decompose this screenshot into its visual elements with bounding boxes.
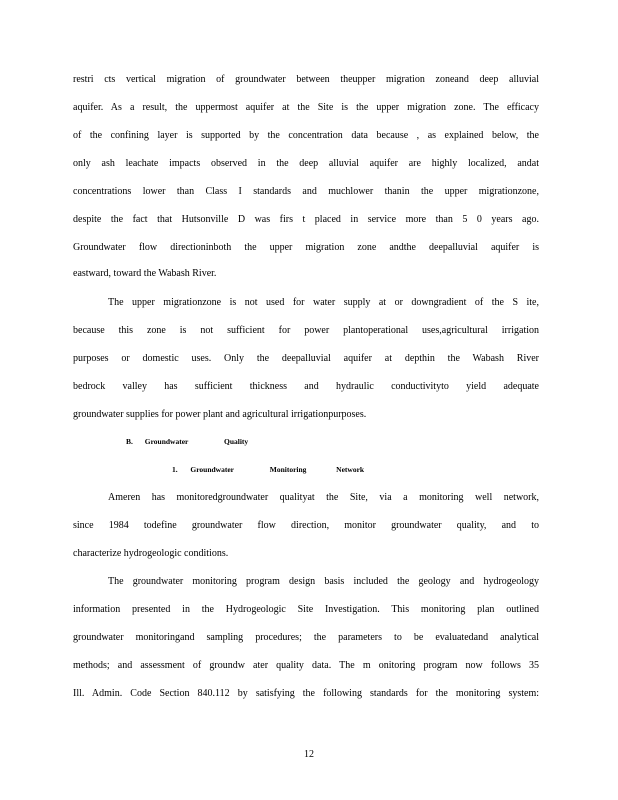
text-line: characterize hydrogeologic conditions.: [73, 548, 229, 559]
text-line: Groundwater flow directioninboth the upper migration zone andthe deepalluvial aquifer is: [73, 242, 539, 253]
heading-word: Monitoring: [269, 465, 307, 474]
text-line: The upper migrationzone is not used for water supply at or downgradient of the S ite,: [108, 297, 539, 308]
text-line: since 1984 todefine groundwater flow direction, monitor groundwater quality, and to: [73, 520, 539, 531]
subsection-heading: [172, 465, 364, 474]
text-line: bedrock valley has sufficient thickness and hydraulic conductivityto yield adequate: [73, 381, 539, 392]
text-line: of the confining layer is supported by the concentration data because , as explained below, the: [73, 130, 539, 141]
text-line: eastward, toward the Wabash River.: [73, 268, 217, 279]
heading-word: Groundwater: [144, 437, 189, 446]
heading-word: Network: [336, 465, 365, 474]
heading-word: Groundwater: [190, 465, 234, 474]
text-line: restri cts vertical migration of groundwater between theupper migration zoneand deep alluvial: [73, 74, 539, 85]
text-line: only ash leachate impacts observed in the deep alluvial aquifer are highly localized, andat: [73, 158, 539, 169]
heading-number: 1.: [172, 465, 178, 474]
section-heading: [126, 437, 248, 446]
text-line: methods; and assessment of groundw ater quality data. The m onitoring program now follows 35: [73, 660, 539, 671]
text-line: information presented in the Hydrogeologic Site Investigation. This monitoring plan outlined: [73, 604, 539, 615]
text-line: groundwater supplies for power plant and agricultural irrigationpurposes.: [73, 409, 367, 420]
text-line: purposes or domestic uses. Only the deepalluvial aquifer at depthin the Wabash River: [73, 353, 539, 364]
text-line: groundwater monitoringand sampling procedures; the parameters to be evaluatedand analytical: [73, 632, 539, 643]
page-number: 12: [304, 749, 314, 760]
text-line: because this zone is not sufficient for power plantoperational uses,agricultural irrigation: [73, 325, 539, 336]
text-line: Ill. Admin. Code Section 840.112 by satisfying the following standards for the monitoring system:: [73, 688, 539, 699]
text-line: Ameren has monitoredgroundwater qualityat the Site, via a monitoring well network,: [108, 492, 539, 503]
text-line: concentrations lower than Class I standards and muchlower thanin the upper migrationzone,: [73, 186, 539, 197]
heading-word: Quality: [224, 437, 249, 446]
text-line: The groundwater monitoring program design basis included the geology and hydrogeology: [108, 576, 539, 587]
text-line: aquifer. As a result, the uppermost aquifer at the Site is the upper migration zone. The efficacy: [73, 102, 539, 113]
text-line: despite the fact that Hutsonville D was firs t placed in service more than 5 0 years ago.: [73, 214, 539, 225]
heading-number: B.: [126, 437, 133, 446]
